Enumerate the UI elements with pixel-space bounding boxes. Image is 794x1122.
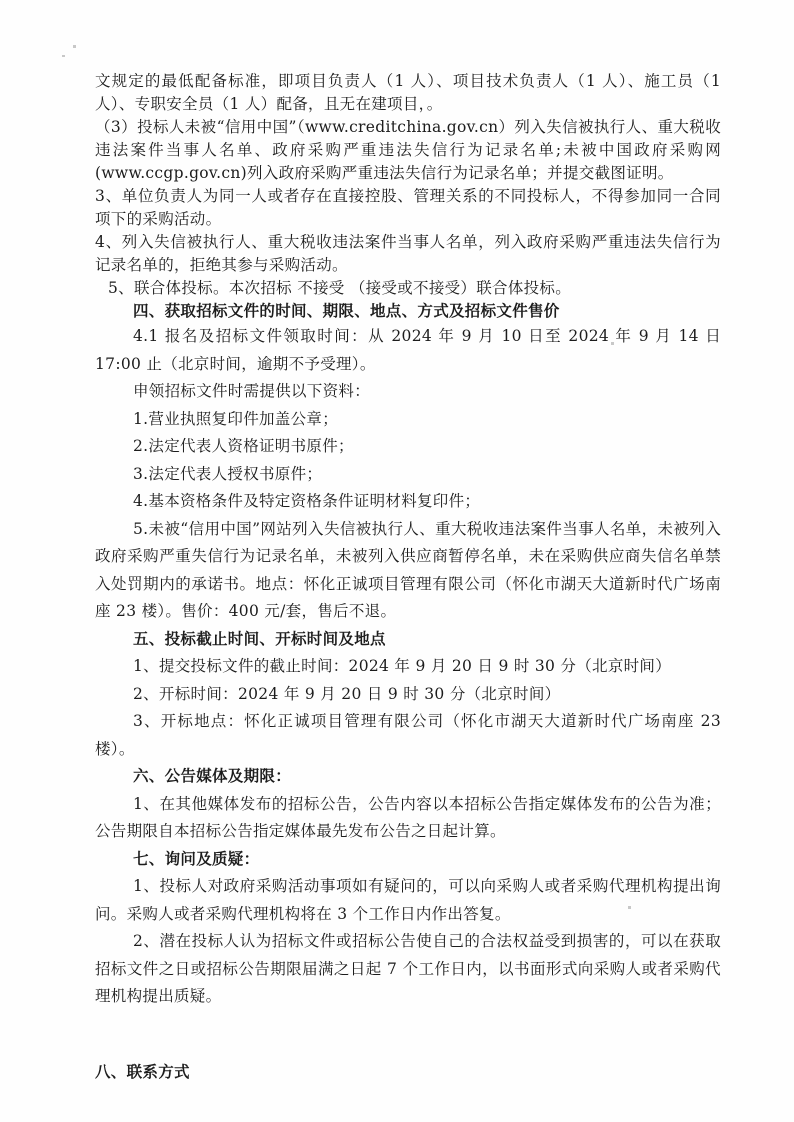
heading-section-7-inquiry: 七、询问及质疑： — [133, 849, 260, 868]
para-inquiry-reply: 1、投标人对政府采购活动事项如有疑问的，可以向采购人或者采购代理机构提出询问。采购人或者采购代理机构将在 3 个工作日内作出答复。 — [95, 877, 721, 923]
para-staffing-requirement-continued: 文规定的最低配备标准，即项目负责人（1 人）、项目技术负责人（1 人）、施工员（1 人）、专职安全员（1 人）配备，且无在建项目，。 — [95, 72, 721, 113]
heading-section-4-document-obtainment: 四、获取招标文件的时间、期限、地点、方式及招标文件售价 — [133, 302, 560, 320]
heading-section-6-announcement-media: 六、公告媒体及期限： — [133, 767, 292, 785]
item-consortium-bid: 5、联合体投标。本次招标 不接受 （接受或不接受）联合体投标。 — [108, 279, 572, 297]
item-commitment-letter-and-price: 5.未被“信用中国”网站列入失信被执行人、重大税收违法案件当事人名单，未被列入政府采购严重失信行为记录名单，未被列入供应商暂停名单，未在采购供应商失信名单禁入处罚期内的承诺书。地点：怀化正诚项目管理有限公司（怀化市湖天大道新时代广场南座 23 楼）。售价：400 元/套，售后不退。 — [95, 519, 721, 620]
item-bid-opening-time: 2、开标时间：2024 年 9 月 20 日 9 时 30 分（北京时间） — [133, 684, 561, 703]
item-qualification-copies: 4.基本资格条件及特定资格条件证明材料复印件； — [133, 492, 481, 510]
heading-section-5-deadline-opening: 五、投标截止时间、开标时间及地点 — [133, 629, 386, 648]
item-same-person-restriction: 3、单位负责人为同一人或者存在直接控股、管理关系的不同投标人，不得参加同一合同项下的采购活动。 — [95, 187, 721, 228]
item-bid-opening-location: 3、开标地点：怀化正诚项目管理有限公司（怀化市湖天大道新时代广场南座 23 楼）。 — [95, 712, 721, 758]
item-authorization-letter: 3.法定代表人授权书原件； — [133, 464, 323, 483]
scan-speck — [73, 45, 76, 48]
item-business-license-copy: 1.营业执照复印件加盖公章； — [133, 409, 338, 428]
para-4-1-registration-time: 4.1 报名及招标文件领取时间：从 2024 年 9 月 10 日至 2024 年 9 月 14 日 17:00 止（北京时间，逾期不予受理）。 — [95, 327, 721, 373]
item-bid-submission-deadline: 1、提交投标文件的截止时间：2024 年 9 月 20 日 9 时 30 分（北京时间） — [133, 657, 672, 675]
document-content — [95, 70, 721, 1086]
item-legal-rep-certificate: 2.法定代表人资格证明书原件； — [133, 437, 354, 455]
para-materials-intro: 申领招标文件时需提供以下资料： — [133, 382, 371, 400]
scan-speck — [62, 55, 65, 57]
para-announcement-media-rule: 1、在其他媒体发布的招标公告，公告内容以本招标公告指定媒体发布的公告为准；公告期限自本招标公告指定媒体最先发布公告之日起计算。 — [95, 794, 721, 840]
para-challenge-procedure: 2、潜在投标人认为招标文件或招标公告使自己的合法权益受到损害的，可以在获取招标文件之日或招标公告期限届满之日起 7 个工作日内，以书面形式向采购人或者采购代理机构提出质疑。 — [95, 932, 721, 1005]
para-credit-china-requirement: （3）投标人未被“信用中国”（www.creditchina.gov.cn）列入失信被执行人、重大税收违法案件当事人名单、政府采购严重违法失信行为记录名单;未被中国政府采购网(www.ccgp.gov.cn)列入政府采购严重违法失信行为记录名单；并提交截图证明。 — [95, 118, 721, 182]
item-blacklist-rejection: 4、列入失信被执行人、重大税收违法案件当事人名单，列入政府采购严重违法失信行为记录名单的，拒绝其参与采购活动。 — [95, 233, 721, 274]
heading-section-8-contact: 八、联系方式 — [95, 1062, 190, 1081]
